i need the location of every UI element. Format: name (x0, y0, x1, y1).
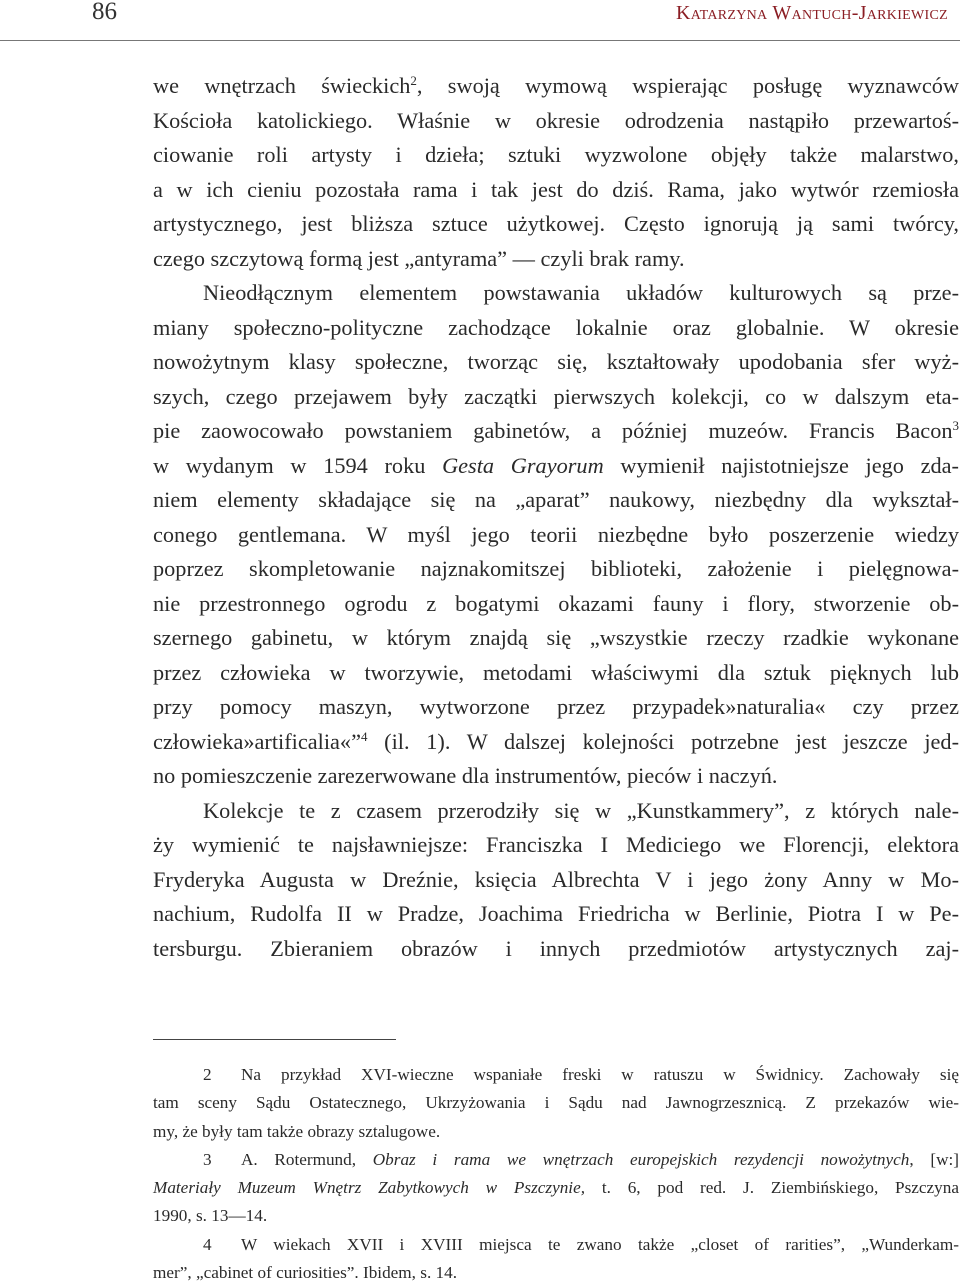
text-line: nowożytnym klasy społeczne, tworząc się, kształtowały upodobania sfer wyż- (153, 349, 959, 374)
text-line: Fryderyka Augusta w Dreźnie, księcia Albrechta V i jego żony Anny w Mo- (153, 866, 959, 892)
text-line: szych, czego przejawem były zaczątki pierwszych kolekcji, co w dalszym eta- (153, 383, 959, 409)
text-line: conego gentlemana. W myśl jego teorii niezbędne było poszerzenie wiedzy (153, 521, 959, 547)
text-line: miany społeczno-polityczne zachodzące lokalnie oraz globalnie. W okresie (153, 314, 959, 340)
page-header (0, 0, 960, 42)
text-line: pie zaowocowało powstaniem gabinetów, a później muzeów. Francis Bacon$^3$ (153, 418, 959, 443)
running-head-author: Katarzyna Wantuch-Jarkiewicz (676, 2, 948, 24)
text-line: przy pomocy maszyn, wytworzone przez przypadek»naturalia« czy przez (153, 694, 959, 719)
text-line: Kolekcje te z czasem przerodziły się w „Kunstkammery”, z których nale- (203, 797, 959, 823)
text-line: człowieka»artificalia«”$^4$ (il. 1). W dalszej kolejności potrzebne jest jeszcze jed- (153, 728, 959, 754)
footnote-ref-3: 3 (952, 418, 959, 433)
footnote-line: Materiały Muzeum Wnętrz Zabytkowych w Pszczynie, t. 6, pod red. J. Ziembińskiego, Pszczyna (153, 1178, 959, 1198)
text-line: w wydanym w 1594 roku Gesta Grayorum wymienił najistotniejsze jego zda- (153, 452, 959, 478)
text-line: czego szczytową formą jest „antyrama” — czyli brak ramy. (153, 245, 685, 271)
text-line: tersburgu. Zbieraniem obrazów i innych przedmiotów artystycznych zaj- (153, 935, 959, 961)
text-line: szernego gabinetu, w którym znajdą się „wszystkie rzeczy rzadkie wykonane (153, 625, 959, 650)
footnote-separator (153, 1039, 396, 1040)
text-line: nie przestronnego ogrodu z bogatymi okazami fauny i flory, stworzenie ob- (153, 590, 959, 616)
footnote-4: 4 W wiekach XVII i XVIII miejsca te zwano także „closet of rarities”, „Wunderkam- (153, 1231, 959, 1259)
text-line: we wnętrzach świeckich$^2$, swoją wymową wspierając posługę wyznawców (153, 73, 959, 98)
footnote-number: 3 (203, 1149, 212, 1169)
footnote-2: 2 Na przykład XVI-wieczne wspaniałe freski w ratuszu w Świdnicy. Zachowały się (153, 1061, 959, 1089)
text-line: a w ich cieniu pozostała rama i tak jest do dziś. Rama, jako wytwór rzemiosła (153, 176, 959, 202)
text-line: ży wymienić te najsławniejsze: Franciszka I Mediciego we Florencji, elektora (153, 832, 959, 857)
footnote-number: 2 (203, 1065, 212, 1084)
text-line: Kościoła katolickiego. Właśnie w okresie odrodzenia nastąpiło przewartoś- (153, 107, 959, 133)
footnote-ref-4: 4 (360, 728, 368, 744)
page-number: 86 (92, 0, 117, 25)
footnote-number: 4 (203, 1234, 212, 1254)
footnote-3: 3 A. Rotermund, Obraz i rama we wnętrzach europejskich rezydencji nowożytnych, [w:] (153, 1146, 959, 1174)
footnote-ref-2: 2 (410, 73, 417, 88)
footnote-line: mer”, „cabinet of curiosities”. Ibidem, s. 14. (153, 1263, 458, 1283)
text-line: ciowanie roli artysty i dzieła; sztuki wyzwolone objęły także malarstwo, (153, 142, 959, 167)
text-line: niem elementy składające się na „aparat” naukowy, niezbędny dla wykształ- (153, 487, 959, 512)
footnote-line: tam sceny Sądu Ostatecznego, Ukrzyżowania i Sądu nad Jawnogrzesznicą. Z przekazów wie- (153, 1093, 959, 1113)
footnotes (153, 1061, 959, 1287)
text-line: poprzez skompletowanie najznakomitszej biblioteki, założenie i pielęgnowa- (153, 556, 959, 581)
text-line: nachium, Rudolfa II w Pradze, Joachima Friedricha w Berlinie, Piotra I w Pe- (153, 901, 959, 926)
body-text (153, 69, 959, 966)
footnote-line: 1990, s. 13—14. (153, 1206, 268, 1226)
italic-title: Gesta Grayorum (442, 452, 604, 478)
text-line: no pomieszczenie zarezerwowane dla instrumentów, pieców i naczyń. (153, 763, 778, 788)
footnote-line: my, że były tam także obrazy sztalugowe. (153, 1121, 441, 1141)
text-line: Nieodłącznym elementem powstawania układów kulturowych są prze- (203, 280, 959, 305)
text-line: artystycznego, jest bliższa sztuce użytkowej. Często ignorują ją sami twórcy, (153, 211, 959, 236)
header-rule (0, 40, 960, 41)
text-line: przez człowieka w tworzywie, metodami właściwymi dla sztuk pięknych lub (153, 659, 959, 685)
